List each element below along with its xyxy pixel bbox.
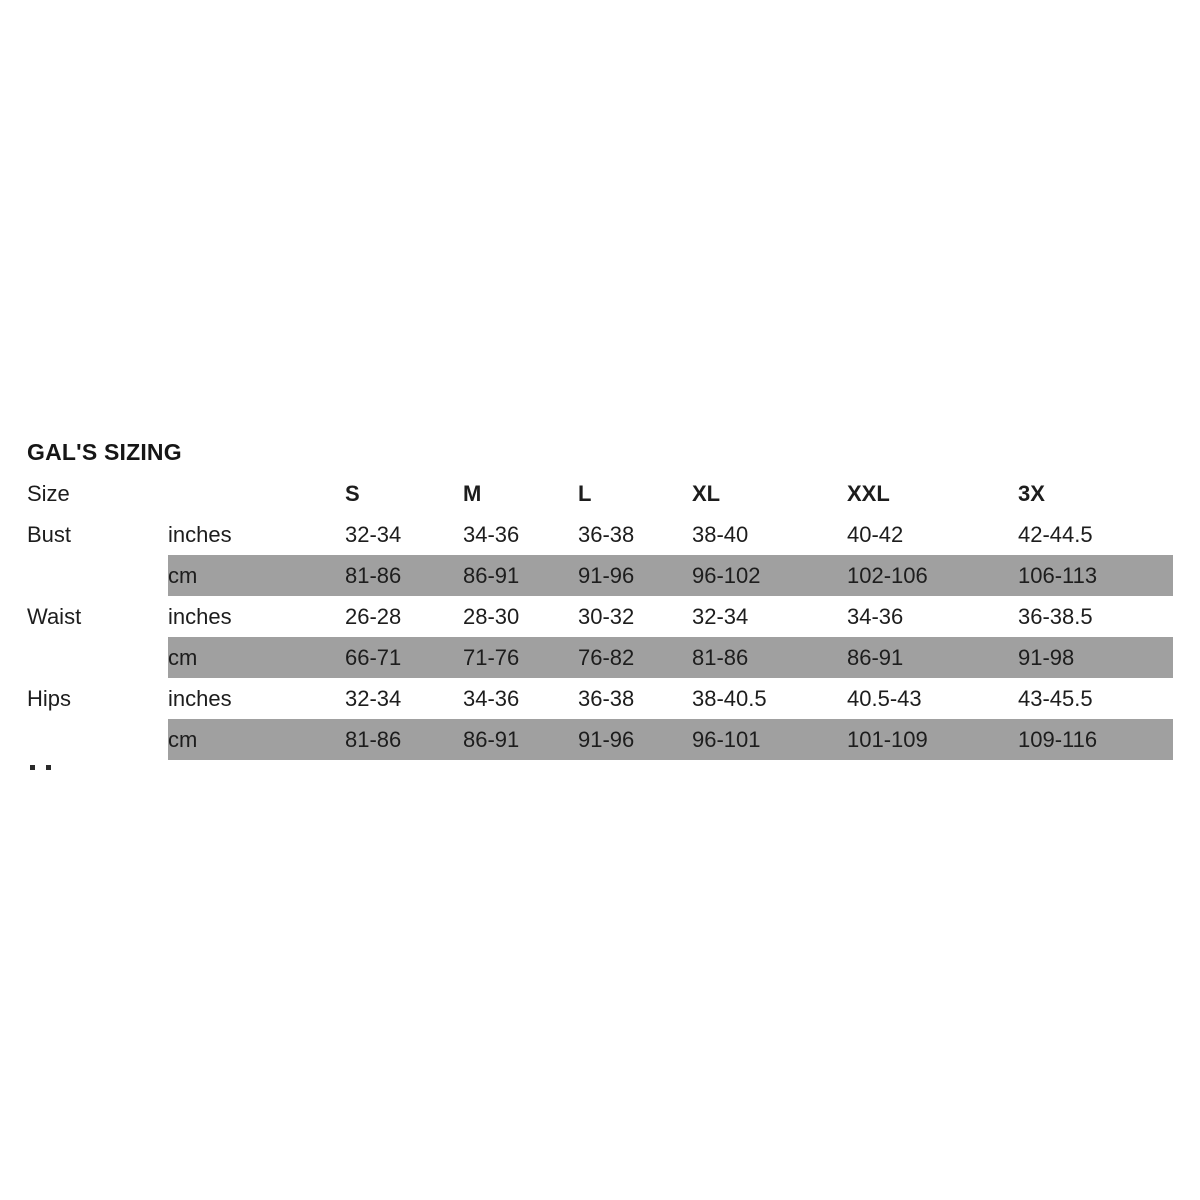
measurement-value: 34-36 [463,522,520,547]
measurement-value: 86-91 [463,727,520,752]
measurement-value: 96-102 [692,563,761,588]
measurement-label: Bust [27,522,72,547]
size-table-body [27,514,1173,760]
measurement-value: 86-91 [847,645,904,670]
table-row [27,637,1173,678]
measurement-label: Hips [27,686,72,711]
size-column-header: S [345,481,360,506]
measurement-value: 109-116 [1018,727,1098,752]
size-column-header: L [578,481,592,506]
measurement-value: 81-86 [692,645,749,670]
unit-label: cm [168,563,198,588]
measurement-value: 76-82 [578,645,635,670]
unit-label: inches [168,604,232,629]
measurement-label [27,555,168,596]
measurement-value: 40-42 [847,522,904,547]
measurement-value: 34-36 [847,604,904,629]
unit-label: inches [168,522,232,547]
size-column-header: XL [692,481,721,506]
measurement-value: 26-28 [345,604,402,629]
unit-label: cm [168,727,198,752]
measurement-value: 36-38 [578,522,635,547]
measurement-value: 91-98 [1018,645,1075,670]
measurement-value: 86-91 [463,563,520,588]
measurement-value: 30-32 [578,604,635,629]
measurement-label [27,637,168,678]
measurement-value: 42-44.5 [1018,522,1093,547]
size-column-header: XXL [847,481,890,506]
measurement-value: 71-76 [463,645,520,670]
measurement-value: 81-86 [345,563,402,588]
measurement-value: 32-34 [692,604,749,629]
unit-column-heading-spacer [168,473,345,514]
measurement-label [27,719,168,760]
measurement-value: 102-106 [847,563,928,588]
measurement-value: 38-40.5 [692,686,767,711]
truncated-text-dot [46,765,51,770]
measurement-value: 32-34 [345,522,402,547]
truncated-text-marks [30,765,1200,771]
measurement-label: Waist [27,604,82,629]
measurement-value: 43-45.5 [1018,686,1093,711]
size-column-header: M [463,481,482,506]
measurement-value: 28-30 [463,604,520,629]
size-column-header: 3X [1018,481,1045,506]
measurement-value: 81-86 [345,727,402,752]
truncated-text-dot [30,765,35,770]
table-row [27,596,1173,637]
size-column-heading: Size [27,481,70,506]
measurement-value: 36-38 [578,686,635,711]
unit-label: inches [168,686,232,711]
table-row [27,719,1173,760]
measurement-value: 101-109 [847,727,928,752]
measurement-value: 32-34 [345,686,402,711]
size-table-header-row [27,473,1173,514]
table-row [27,678,1173,719]
page-title: GAL'S SIZING [27,439,182,465]
measurement-value: 40.5-43 [847,686,922,711]
unit-label: cm [168,645,198,670]
measurement-value: 36-38.5 [1018,604,1093,629]
table-row [27,555,1173,596]
measurement-value: 106-113 [1018,563,1098,588]
measurement-value: 66-71 [345,645,402,670]
size-table [27,473,1173,760]
measurement-value: 34-36 [463,686,520,711]
measurement-value: 91-96 [578,727,635,752]
measurement-value: 96-101 [692,727,761,752]
measurement-value: 38-40 [692,522,749,547]
measurement-value: 91-96 [578,563,635,588]
table-row [27,514,1173,555]
